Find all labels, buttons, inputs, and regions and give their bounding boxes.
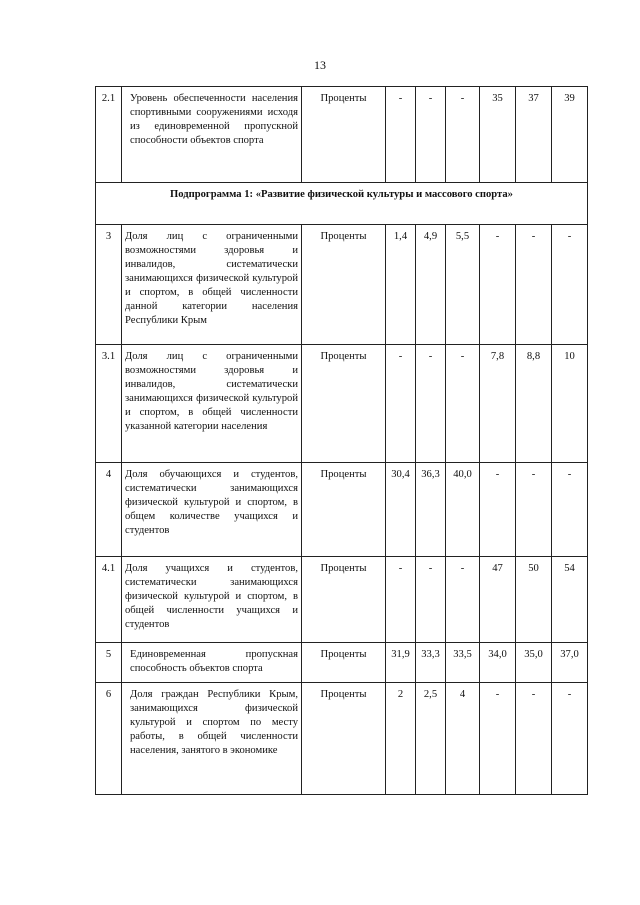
value-cell: - (386, 557, 416, 643)
value-cell: 5,5 (446, 225, 480, 345)
value-cell: - (516, 225, 552, 345)
unit-cell: Проценты (302, 345, 386, 463)
indicator-name: Доля граждан Республики Крым, занимающихся физической культурой и спортом по месту работы, в общей численности населения, занятого в экономике (122, 683, 302, 795)
value-cell: - (446, 557, 480, 643)
indicator-name: Уровень обеспеченности населения спортивными сооружениями исходя из единовременной пропускной способности объектов спорта (122, 87, 302, 183)
indicator-name: Доля лиц с ограниченными возможностями здоровья и инвалидов, систематически занимающихся физической культурой и спортом, в общей численности указанной категории населения (122, 345, 302, 463)
value-cell: 7,8 (480, 345, 516, 463)
value-cell: 37 (516, 87, 552, 183)
indicator-name: Доля лиц с ограниченными возможностями здоровья и инвалидов, систематически занимающихся физической культурой и спортом, в общей численности данной категории населения Республики Крым (122, 225, 302, 345)
row-number: 4.1 (96, 557, 122, 643)
value-cell: - (552, 463, 588, 557)
indicator-name: Доля обучающихся и студентов, систематически занимающихся физической культурой и спортом, в общем количестве учащихся и студентов (122, 463, 302, 557)
row-number: 3.1 (96, 345, 122, 463)
value-cell: 2,5 (416, 683, 446, 795)
row-number: 4 (96, 463, 122, 557)
value-cell: 50 (516, 557, 552, 643)
table-row (96, 345, 588, 463)
row-number: 6 (96, 683, 122, 795)
page-number: 13 (314, 58, 326, 72)
unit-cell: Проценты (302, 225, 386, 345)
value-cell: 30,4 (386, 463, 416, 557)
unit-cell: Проценты (302, 463, 386, 557)
value-cell: - (416, 557, 446, 643)
table-row (96, 643, 588, 683)
table-row (96, 463, 588, 557)
indicators-table (95, 86, 588, 795)
value-cell: - (516, 463, 552, 557)
value-cell: 31,9 (386, 643, 416, 683)
value-cell: 33,3 (416, 643, 446, 683)
value-cell: - (386, 87, 416, 183)
unit-cell: Проценты (302, 87, 386, 183)
table-row (96, 683, 588, 795)
value-cell: 37,0 (552, 643, 588, 683)
value-cell: - (480, 463, 516, 557)
value-cell: - (516, 683, 552, 795)
unit-cell: Проценты (302, 643, 386, 683)
value-cell: - (480, 225, 516, 345)
value-cell: 35,0 (516, 643, 552, 683)
value-cell: - (446, 87, 480, 183)
value-cell: 1,4 (386, 225, 416, 345)
subprogram-header-row (96, 183, 588, 225)
value-cell: - (552, 225, 588, 345)
unit-cell: Проценты (302, 683, 386, 795)
value-cell: 2 (386, 683, 416, 795)
value-cell: 33,5 (446, 643, 480, 683)
value-cell: 35 (480, 87, 516, 183)
value-cell: - (552, 683, 588, 795)
unit-cell: Проценты (302, 557, 386, 643)
value-cell: 4 (446, 683, 480, 795)
value-cell: - (480, 683, 516, 795)
value-cell: 36,3 (416, 463, 446, 557)
value-cell: 40,0 (446, 463, 480, 557)
subprogram-title: Подпрограмма 1: «Развитие физической культуры и массового спорта» (96, 183, 588, 225)
value-cell: 8,8 (516, 345, 552, 463)
value-cell: 10 (552, 345, 588, 463)
value-cell: 39 (552, 87, 588, 183)
indicator-name: Единовременная пропускная способность объектов спорта (122, 643, 302, 683)
value-cell: 4,9 (416, 225, 446, 345)
value-cell: - (416, 345, 446, 463)
value-cell: - (416, 87, 446, 183)
value-cell: 34,0 (480, 643, 516, 683)
row-number: 5 (96, 643, 122, 683)
row-number: 3 (96, 225, 122, 345)
table-row (96, 557, 588, 643)
table-row (96, 225, 588, 345)
value-cell: 47 (480, 557, 516, 643)
indicator-name: Доля учащихся и студентов, систематически занимающихся физической культурой и спортом, в общей численности учащихся и студентов (122, 557, 302, 643)
value-cell: - (446, 345, 480, 463)
row-number: 2.1 (96, 87, 122, 183)
value-cell: - (386, 345, 416, 463)
value-cell: 54 (552, 557, 588, 643)
table-row (96, 87, 588, 183)
